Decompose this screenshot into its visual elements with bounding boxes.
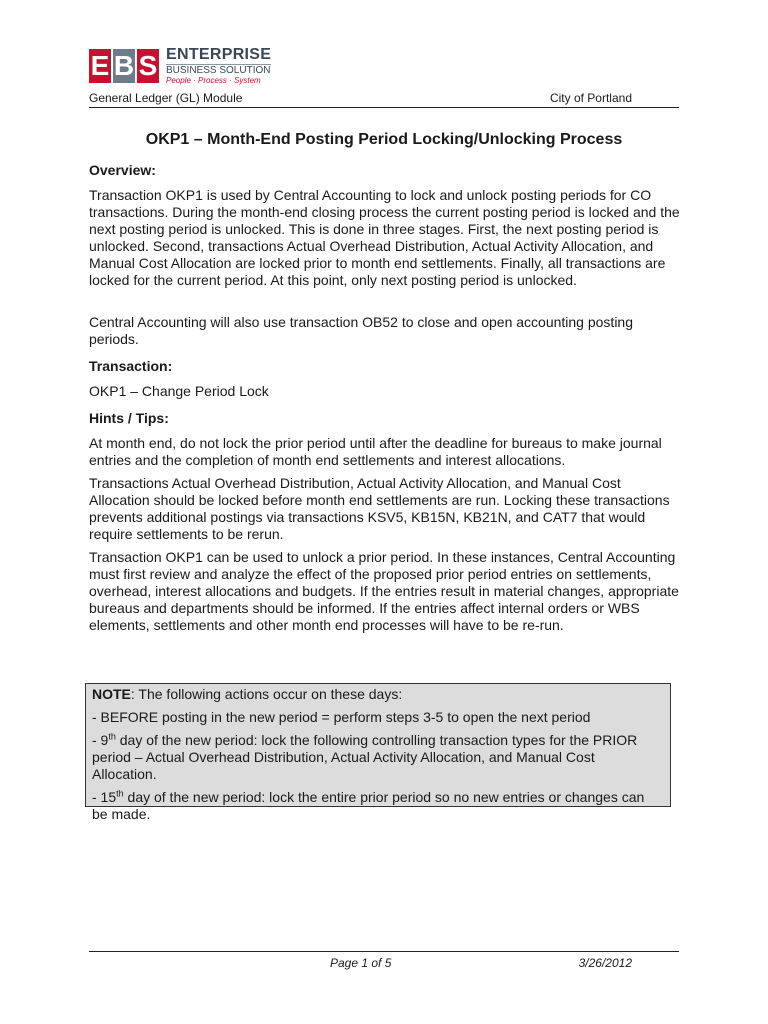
header-org: City of Portland <box>549 91 632 105</box>
note-item-9th-text: day of the new period: lock the following controlling transaction types for the PRIOR period – Actual Overhead Distribution, Actual Activity Allocation, and Manual Cost Allocation. <box>92 732 638 782</box>
document-body <box>89 162 681 634</box>
ebs-logo <box>89 46 271 86</box>
note-item-15th-prefix: - 15 <box>92 789 117 805</box>
header-divider <box>89 107 679 108</box>
logo-line-business-solution: BUSINESS SOLUTION <box>166 65 271 76</box>
page-title: OKP1 – Month-End Posting Period Locking/Unlocking Process <box>145 131 623 148</box>
overview-heading: Overview: <box>89 162 156 178</box>
note-box <box>85 683 671 822</box>
footer-page-number: Page 1 of 5 <box>330 956 392 970</box>
header-module: General Ledger (GL) Module <box>89 91 243 105</box>
note-intro <box>92 686 662 703</box>
transaction-heading: Transaction: <box>89 358 173 374</box>
note-item-15th-sup: th <box>116 788 124 799</box>
note-intro-text: : The following actions occur on these days: <box>130 686 403 702</box>
hint-item: Transactions Actual Overhead Distribution, Actual Activity Allocation, and Manual Cost Allocation should be locked before month end settlements are run. Locking these transactions prevents additional postings via transactions KSV5, KB15N, KB21N, and CAT7 that would require settlements to be rerun. <box>89 475 670 542</box>
overview-paragraph-1: Transaction OKP1 is used by Central Accounting to lock and unlock posting periods for CO transactions. During the month-end closing process the current posting period is locked and the next posting period is unlocked. This is done in three stages. First, the next posting period is unlocked. Second, transactions Actual Overhead Distribution, Actual Activity Allocation, and Manual Cost Allocation are locked prior to month end settlements. Finally, all transactions are locked for the current period. At this point, only next posting period is unlocked. <box>89 187 680 288</box>
logo-line-enterprise: ENTERPRISE <box>166 46 272 63</box>
footer-date: 3/26/2012 <box>578 956 632 970</box>
hint-item: Transaction OKP1 can be used to unlock a prior period. In these instances, Central Accounting must first review and analyze the effect of the proposed prior period entries on settlements, overhead, interest allocations and budgets. If the entries result in material changes, appropriate bureaus and departments should be informed. If the entries affect internal orders or WBS elements, settlements and other month end processes will have to be re-run. <box>89 549 679 633</box>
footer-divider <box>89 951 679 952</box>
logo-letter-e: E <box>90 50 110 81</box>
hint-item: At month end, do not lock the prior period until after the deadline for bureaus to make journal entries and the completion of month end settlements and interest allocations. <box>89 435 662 468</box>
hints-heading: Hints / Tips: <box>89 410 169 426</box>
note-item-before-posting: - BEFORE posting in the new period = perform steps 3-5 to open the next period <box>92 709 591 725</box>
note-item-9th-sup: th <box>108 731 116 742</box>
note-item-9th-day <box>92 732 662 783</box>
logo-letter-s: S <box>138 50 158 81</box>
note-item-15th-text: day of the new period: lock the entire prior period so no new entries or changes can be made. <box>92 789 645 822</box>
note-item-15th-day <box>92 789 662 823</box>
note-item-9th-prefix: - 9 <box>92 732 109 748</box>
logo-text <box>166 47 271 85</box>
logo-line-tagline: People · Process · System <box>166 76 261 85</box>
note-label: NOTE <box>92 686 131 702</box>
transaction-text: OKP1 – Change Period Lock <box>89 383 269 399</box>
logo-letter-b: B <box>113 50 135 81</box>
overview-paragraph-2: Central Accounting will also use transaction OB52 to close and open accounting posting periods. <box>89 314 634 347</box>
